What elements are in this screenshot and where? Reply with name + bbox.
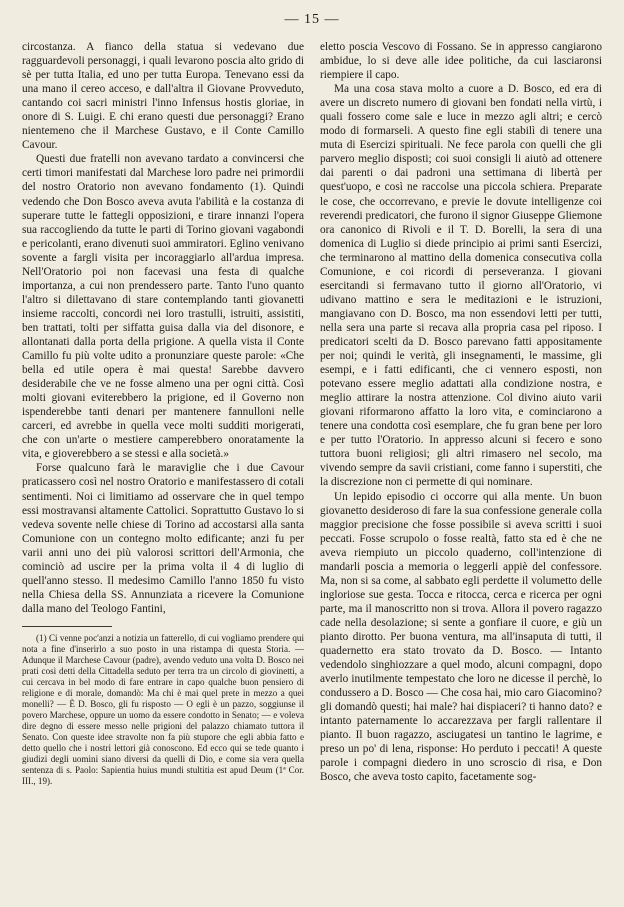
paragraph: Forse qualcuno farà le maraviglie che i due Cavour praticassero così nel nostro Oratorio e manifestassero di cotali sentimenti. Noi ci limitiamo ad osservare che in quel tempo essi mostravansi altamente Cattolici. Soprattutto Gustavo lo si vedeva sovente nelle chiese di Torino ad accostarsi alla santa Comunione con un contegno molto edificante; anzi fu per varii anni uno dei più valorosi scrittori dell'Armonia, che cominciò ad uscire per la prima volta il 4 di luglio di quell'anno stesso. Il medesimo Camillo l'anno 1850 fu visto nella Chiesa della SS. Annunziata a ricevere la Comunione dalla mano del Teologo Fantini, <box>22 462 304 615</box>
footnote-divider <box>22 626 112 627</box>
footnote: (1) Ci venne poc'anzi a notizia un fatterello, di cui vogliamo prendere qui nota a fine d'inserirlo a suo posto in una ristampa di questa Storia. — Adunque il Marchese Cavour (padre), avendo veduto una volta D. Bosco nei prati così detti della Cittadella seduto per terra tra un circolo di giovinetti, a cui cercava in bel modo di fare entrare in capo qualche buon pensiero di religione e di morale, domandò: Ma chi è mai quel prete in mezzo a quei monelli? — È D. Bosco, gli fu risposto — O egli è un pazzo, soggiunse il povero Marchese, oppure un uomo da essere condotto in Senato; — e voleva dire degno di essere messo nelle prigioni del palazzo chiamato tuttora il Senato. Con queste idee stravolte non fa più stupore che egli abbia fatto e detto quello che i nostri lettori già conoscono. Ed ecco qui se tede quanto i giudizi degli uomini siano diversi da quelli di Dio, e come sia vera quella sentenza di s. Paolo: Sapientia huius mundi stultitia est apud Deum (1ª Cor. III., 19). <box>22 632 304 786</box>
paragraph: Un lepido episodio ci occorre qui alla mente. Un buon giovanetto desideroso di fare la sua confessione generale colla maggior precisione che fosse possibile si aveva scritti i suoi peccati. Fosse scrupolo o fosse realtà, fatto sta ed è che ne aveva riempiuto un piccolo quaderno, coll'intenzione di mandarli poscia a memoria o leggerli appiè del confessore. Ma, non si sa come, al sabbato egli perdette il volumetto delle ingloriose sue gesta. Tocca e ritocca, cerca e ricerca per ogni parte, ma il manoscritto non si trova. Allora il povero ragazzo cade nella desolazione; si sente a gonfiare il cuore, e giù un pianto dirotto. Per buona ventura, ma all'insaputa di tutti, il quadernetto era stato trovato da D. Bosco. — Intanto vedendolo singhiozzare a quel modo, alcuni compagni, dopo averlo inutilmente tempestato che loro ne dicesse il perchè, lo condussero a D. Bosco — Che cosa hai, mio caro Giacomino? gli domandò questi; hai male? hai dispiaceri? ti hanno dato? e intanto paternamente lo accarezzava per fargli rallentare il pianto. Il buon ragazzo, asciugatesi un tantino le lagrime, e preso un po' di lena, risponse: Ho perduto i peccati! A queste parole i compagni diedero in uno scroscio di risa, e Don Bosco, che aveva tosto capito, facetamente sog- <box>320 490 602 784</box>
paragraph: Questi due fratelli non avevano tardato a convincersi che certi timori manifestati dal Marchese loro padre nei primordii del nostro Oratorio non avevano fondamento (1). Quindi vedendo che Don Bosco aveva avuta l'abilità e la costanza di superare tutte le fattegli opposizioni, e tirare innanzi l'opera sua raccogliendo da tutte le parti di Torino giovani vagabondi e pericolanti, erano divenuti suoi ammiratori. Eglino venivano sovente a fargli visita per incoraggiarlo all'ardua impresa. Nell'Oratorio poi non facevasi una festa di qualche importanza, a cui non prendessero parte. Tanto l'uno quanto l'altro si dilettavano di stare contemplando tanti giovanetti insieme raccolti, concordi nei loro trastulli, istruiti, assistiti, ben trattati, tolti per siffatta guisa dalla via del disonore, e allontanati dalla porta della prigione. A quella vista il Conte Camillo fu più volte udito a pronunziare queste parole: «Che bella ed utile opera è mai questa! Sarebbe davvero desiderabile che ve ne fosse almeno una per ogni città. Così molti giovani eviterebbero la prigione, ed il Governo non ispenderebbe tanti denari per mantenere fannulloni nelle carceri, ed avrebbe in quella vece molti sudditi morigerati, che con un'arte o mestiere camperebbero onoratamente la vita, e gioverebbero a se stessi e alla società.» <box>22 153 304 461</box>
right-column <box>320 40 602 784</box>
paragraph: Ma una cosa stava molto a cuore a D. Bosco, ed era di avere un discreto numero di giovani ben fondati nella virtù, i quali fossero come sale e luce in mezzo agli altri; e cercò modo di formarseli. A questo fine egli stabilì di tenere una muta di Esercizi spirituali. Ne fece parola con quelli che gli parvero meglio disposti; coi suoi consigli li aiutò ad ottenere dai parenti o dai padroni una settimana di libertà per quest'uopo, e così ne raccolse una piccola schiera. Preparate le cose, che occorrevano, e previe le dovute intelligenze coi reverendi predicatori, che furono il signor Giuseppe Gliemone ora canonico di Rivoli e il T. D. Borelli, la sera di una domenica di Luglio si diede principio ai primi santi Esercizi, che terminarono al mattino della domenica consecutiva colla Comunione, e coi ricordi di perseveranza. I giovani esercitandi si fermavano tutto il giorno all'Oratorio, vi udivano mattino e sera le meditazioni e le istruzioni, mangiavano con D. Bosco, ma non essendovi letti per tutti, nella sera una parte si recava alla propria casa pel riposo. I predicatori scelti da D. Bosco parevano fatti appositamente per noi; quindi le verità, gli insegnamenti, le massime, gli esempi, e i fatti edificanti, che ci vennero esposti, non potevano essere meglio adattati alla condizione nostra, e meglio attirare la nostra attenzione. Col divino aiuto varii giovani riformarono affatto la loro vita, e cominciarono a tenere una condotta così esemplare, che fu gran bene per loro e per tutto l'Oratorio. In appresso alcuni si fecero e sono tuttora buoni religiosi; gli altri rimasero nel secolo, ma vivendo sempre da savii cristiani, come fanno i superstiti, che la discrezione non ci permette di qui nominare. <box>320 83 602 489</box>
page-number-header: — 15 — <box>284 12 340 27</box>
paragraph: circostanza. A fianco della statua si vedevano due ragguardevoli personaggi, i quali levarono poscia alto grido di sè per tutta Italia, ed uno per tutta Europa. Tenevano essi da una mano il cereo acceso, e dall'altra il Giovane Provveduto, cantando coi sacri ministri l'inno Infensus hostis gloriae, in onore di S. Luigi. E chi erano questi due personaggi? Erano nientemeno che il Marchese Gustavo, e il Conte Camillo Cavour. <box>22 41 304 152</box>
paragraph: eletto poscia Vescovo di Fossano. Se in appresso cangiarono ambidue, lo si deve alle idee politiche, da cui lasciaronsi riempiere il capo. <box>320 41 602 82</box>
left-column <box>22 40 304 787</box>
